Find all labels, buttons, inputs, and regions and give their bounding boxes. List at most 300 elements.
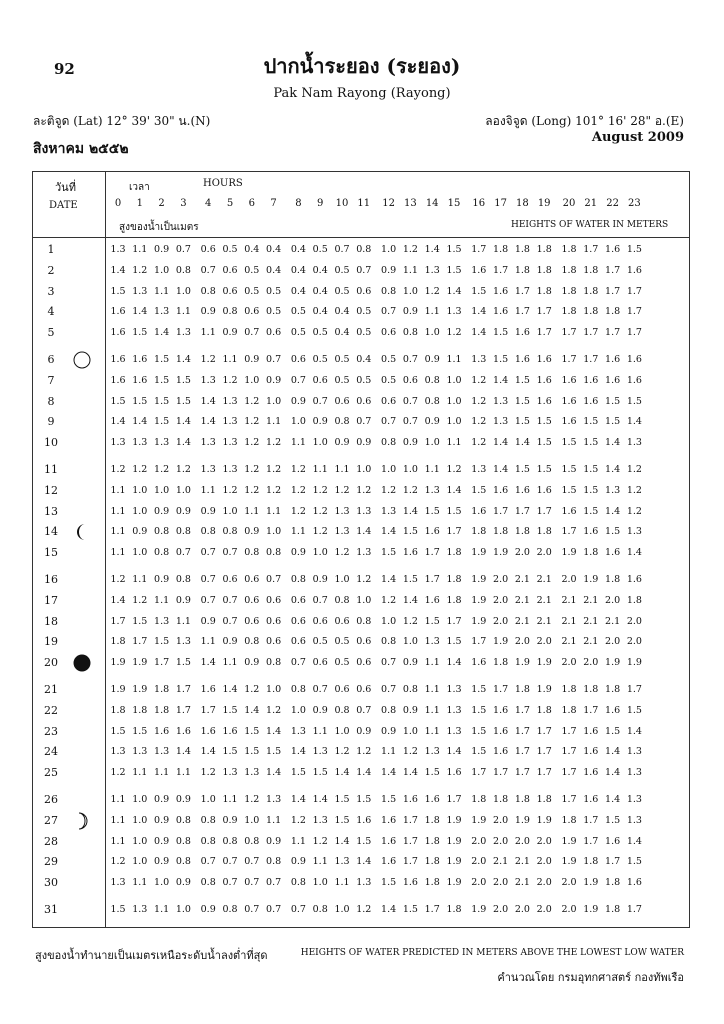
tide-height-cell: 1.9 bbox=[471, 814, 487, 826]
tide-height-cell: 0.8 bbox=[402, 684, 418, 695]
tide-height-cell: 1.7 bbox=[402, 856, 418, 868]
hour-label: 7 bbox=[270, 198, 277, 209]
tide-height-cell: 1.2 bbox=[312, 505, 328, 517]
tide-height-cell: 1.1 bbox=[175, 615, 191, 627]
tide-height-cell: 1.6 bbox=[110, 327, 126, 339]
tide-height-cell: 1.3 bbox=[110, 877, 126, 889]
tide-height-cell: 0.8 bbox=[381, 636, 397, 648]
tide-height-cell: 0.8 bbox=[424, 395, 440, 407]
tide-height-cell: 0.8 bbox=[200, 877, 216, 889]
tide-height-cell: 1.2 bbox=[110, 767, 126, 779]
tide-height-cell: 1.0 bbox=[132, 547, 148, 559]
tide-height-cell: 0.8 bbox=[424, 374, 440, 386]
tide-height-cell: 1.8 bbox=[561, 244, 577, 255]
tide-height-cell: 0.8 bbox=[244, 636, 260, 648]
tide-height-cell: 2.0 bbox=[626, 615, 642, 627]
tide-height-cell: 1.6 bbox=[381, 835, 397, 847]
tide-height-cell: 1.5 bbox=[626, 395, 642, 407]
day-number: 28 bbox=[44, 834, 58, 848]
tide-height-cell: 1.8 bbox=[561, 264, 577, 276]
tide-height-cell: 1.3 bbox=[154, 306, 170, 318]
day-number: 12 bbox=[44, 483, 58, 497]
tide-height-cell: 1.5 bbox=[132, 615, 148, 627]
tide-height-cell: 0.8 bbox=[175, 814, 191, 826]
tide-height-cell: 1.4 bbox=[605, 794, 621, 805]
tide-height-cell: 1.5 bbox=[154, 416, 170, 428]
tide-height-cell: 0.7 bbox=[244, 877, 260, 889]
tide-height-cell: 1.7 bbox=[200, 704, 216, 716]
tide-height-cell: 1.2 bbox=[290, 484, 306, 496]
tide-height-cell: 1.1 bbox=[424, 725, 440, 737]
tide-height-cell: 0.7 bbox=[266, 574, 282, 585]
hour-label: 22 bbox=[606, 198, 619, 209]
tide-height-cell: 0.8 bbox=[175, 835, 191, 847]
tide-height-cell: 1.6 bbox=[424, 526, 440, 538]
tide-height-cell: 1.9 bbox=[132, 657, 148, 669]
tide-height-cell: 0.7 bbox=[266, 354, 282, 365]
tide-height-cell: 1.7 bbox=[536, 746, 552, 758]
tide-height-cell: 1.1 bbox=[312, 464, 328, 475]
tide-height-cell: 0.9 bbox=[290, 395, 306, 407]
tide-table bbox=[32, 171, 690, 928]
tide-height-cell: 0.9 bbox=[154, 574, 170, 585]
tide-height-cell: 1.0 bbox=[334, 904, 350, 915]
tide-height-cell: 0.9 bbox=[402, 704, 418, 716]
tide-height-cell: 1.2 bbox=[402, 615, 418, 627]
tide-height-cell: 0.6 bbox=[244, 306, 260, 318]
tide-height-cell: 1.3 bbox=[356, 877, 372, 889]
tide-height-cell: 1.5 bbox=[154, 374, 170, 386]
tide-height-cell: 0.6 bbox=[222, 285, 238, 297]
hour-label: 13 bbox=[404, 198, 417, 209]
tide-height-cell: 1.6 bbox=[154, 725, 170, 737]
tide-height-cell: 1.7 bbox=[175, 704, 191, 716]
tide-height-cell: 0.7 bbox=[244, 856, 260, 868]
tide-height-cell: 1.8 bbox=[605, 574, 621, 585]
tide-height-cell: 0.8 bbox=[200, 526, 216, 538]
tide-height-cell: 0.7 bbox=[222, 547, 238, 559]
tide-height-cell: 1.5 bbox=[356, 794, 372, 805]
day-number: 22 bbox=[44, 703, 58, 717]
tide-height-cell: 1.5 bbox=[536, 464, 552, 475]
tide-height-cell: 1.0 bbox=[244, 814, 260, 826]
tide-height-cell: 1.3 bbox=[200, 464, 216, 475]
tide-height-cell: 1.8 bbox=[493, 794, 509, 805]
tide-height-cell: 1.0 bbox=[244, 374, 260, 386]
tide-height-cell: 1.4 bbox=[200, 416, 216, 428]
tide-height-cell: 1.1 bbox=[266, 505, 282, 517]
tide-height-cell: 1.4 bbox=[514, 437, 530, 449]
tide-height-cell: 0.8 bbox=[334, 416, 350, 428]
tide-height-cell: 1.8 bbox=[605, 684, 621, 695]
tide-height-cell: 1.4 bbox=[132, 306, 148, 318]
tide-height-cell: 0.7 bbox=[312, 684, 328, 695]
tide-height-cell: 1.5 bbox=[154, 395, 170, 407]
tide-height-cell: 0.6 bbox=[402, 374, 418, 386]
tide-height-cell: 1.2 bbox=[132, 264, 148, 276]
tide-height-cell: 2.0 bbox=[471, 856, 487, 868]
tide-height-cell: 1.1 bbox=[132, 574, 148, 585]
tide-height-cell: 0.6 bbox=[266, 327, 282, 339]
tide-height-cell: 1.0 bbox=[266, 395, 282, 407]
hour-label: 11 bbox=[357, 198, 371, 209]
tide-height-cell: 1.7 bbox=[424, 547, 440, 559]
tide-height-cell: 1.6 bbox=[402, 547, 418, 559]
tide-height-cell: 0.6 bbox=[312, 615, 328, 627]
hour-label: 14 bbox=[425, 198, 439, 209]
tide-height-cell: 1.3 bbox=[626, 794, 642, 805]
tide-height-cell: 1.3 bbox=[626, 437, 642, 449]
tide-height-cell: 1.1 bbox=[200, 484, 216, 496]
tide-height-cell: 1.4 bbox=[381, 904, 397, 915]
tide-height-cell: 0.5 bbox=[290, 306, 306, 318]
tide-height-cell: 1.8 bbox=[514, 244, 530, 255]
tide-height-cell: 1.0 bbox=[290, 416, 306, 428]
table-row bbox=[33, 282, 689, 302]
tide-height-cell: 0.8 bbox=[175, 264, 191, 276]
tide-height-cell: 1.6 bbox=[493, 484, 509, 496]
tide-height-cell: 1.6 bbox=[424, 794, 440, 805]
tide-height-cell: 1.6 bbox=[626, 374, 642, 386]
tide-height-cell: 2.0 bbox=[493, 814, 509, 826]
tide-height-cell: 0.4 bbox=[266, 264, 282, 276]
tide-height-cell: 1.6 bbox=[110, 374, 126, 386]
tide-height-cell: 0.9 bbox=[244, 354, 260, 365]
tide-height-cell: 1.6 bbox=[446, 767, 462, 779]
tide-height-cell: 1.7 bbox=[536, 505, 552, 517]
tide-height-cell: 1.5 bbox=[402, 904, 418, 915]
tide-height-cell: 0.6 bbox=[266, 615, 282, 627]
tide-height-cell: 1.9 bbox=[561, 856, 577, 868]
day-number: 30 bbox=[44, 876, 58, 890]
tide-height-cell: 1.5 bbox=[583, 505, 599, 517]
tide-height-cell: 1.3 bbox=[110, 437, 126, 449]
tide-height-cell: 1.2 bbox=[446, 327, 462, 339]
tide-height-cell: 1.7 bbox=[175, 684, 191, 695]
tide-height-cell: 1.4 bbox=[424, 244, 440, 255]
tide-height-cell: 1.8 bbox=[605, 877, 621, 889]
day-number: 3 bbox=[47, 284, 55, 298]
tide-height-cell: 0.4 bbox=[312, 306, 328, 318]
tide-height-cell: 0.8 bbox=[222, 835, 238, 847]
tide-height-cell: 1.3 bbox=[222, 767, 238, 779]
tide-height-cell: 1.8 bbox=[583, 264, 599, 276]
tide-height-cell: 0.9 bbox=[154, 794, 170, 805]
tide-height-cell: 1.9 bbox=[583, 877, 599, 889]
tide-height-cell: 0.7 bbox=[290, 904, 306, 915]
hour-label: 23 bbox=[628, 198, 641, 209]
tide-height-cell: 1.0 bbox=[402, 285, 418, 297]
tide-height-cell: 0.7 bbox=[381, 684, 397, 695]
tide-height-cell: 0.7 bbox=[222, 615, 238, 627]
tide-height-cell: 0.5 bbox=[381, 374, 397, 386]
tide-height-cell: 1.1 bbox=[312, 725, 328, 737]
tide-height-cell: 1.9 bbox=[471, 615, 487, 627]
tide-height-cell: 1.3 bbox=[626, 746, 642, 758]
table-row bbox=[33, 653, 689, 673]
tide-height-cell: 1.1 bbox=[446, 437, 462, 449]
day-number: 31 bbox=[44, 903, 58, 916]
tide-height-cell: 1.5 bbox=[605, 416, 621, 428]
hour-label: 0 bbox=[114, 198, 122, 209]
tide-height-cell: 1.8 bbox=[561, 306, 577, 318]
hour-label: 10 bbox=[335, 198, 349, 209]
table-row bbox=[33, 701, 689, 721]
tide-height-cell: 0.6 bbox=[356, 684, 372, 695]
tide-height-cell: 1.4 bbox=[312, 794, 328, 805]
table-row bbox=[33, 522, 689, 542]
tide-height-cell: 1.7 bbox=[626, 285, 642, 297]
tide-height-cell: 1.9 bbox=[605, 657, 621, 669]
day-number: 19 bbox=[44, 635, 58, 649]
tide-height-cell: 1.2 bbox=[200, 767, 216, 779]
tide-height-cell: 1.2 bbox=[402, 244, 418, 255]
tide-height-cell: 0.6 bbox=[222, 574, 238, 585]
tide-height-cell: 0.7 bbox=[222, 856, 238, 868]
tide-height-cell: 1.0 bbox=[381, 244, 397, 255]
tide-height-cell: 2.1 bbox=[514, 574, 530, 585]
tide-height-cell: 1.6 bbox=[605, 835, 621, 847]
tide-height-cell: 0.7 bbox=[356, 264, 372, 276]
tide-height-cell: 1.4 bbox=[626, 416, 642, 428]
day-number: 10 bbox=[44, 436, 58, 450]
tide-height-cell: 1.7 bbox=[605, 856, 621, 868]
tide-height-cell: 1.3 bbox=[200, 374, 216, 386]
tide-height-cell: 1.3 bbox=[222, 464, 238, 475]
tide-height-cell: 0.8 bbox=[244, 547, 260, 559]
tide-height-cell: 1.3 bbox=[446, 704, 462, 716]
tide-height-cell: 1.8 bbox=[583, 547, 599, 559]
tide-height-cell: 0.8 bbox=[154, 547, 170, 559]
tide-height-cell: 1.9 bbox=[514, 814, 530, 826]
table-row bbox=[33, 412, 689, 432]
tide-height-cell: 1.4 bbox=[493, 464, 509, 475]
table-row bbox=[33, 722, 689, 742]
tide-height-cell: 1.3 bbox=[626, 526, 642, 538]
tide-height-cell: 1.5 bbox=[424, 505, 440, 517]
tide-height-cell: 1.6 bbox=[356, 814, 372, 826]
tide-height-cell: 1.8 bbox=[536, 244, 552, 255]
tide-height-cell: 1.8 bbox=[583, 285, 599, 297]
tide-height-cell: 1.0 bbox=[132, 505, 148, 517]
tide-height-cell: 1.1 bbox=[154, 767, 170, 779]
tide-height-cell: 0.6 bbox=[222, 264, 238, 276]
tide-height-cell: 1.5 bbox=[132, 327, 148, 339]
tide-height-cell: 1.5 bbox=[290, 767, 306, 779]
tide-height-cell: 1.5 bbox=[605, 526, 621, 538]
day-number: 6 bbox=[47, 353, 55, 366]
tide-height-cell: 0.6 bbox=[334, 395, 350, 407]
tide-height-cell: 1.6 bbox=[605, 354, 621, 365]
tide-height-cell: 0.5 bbox=[356, 327, 372, 339]
tide-height-cell: 1.4 bbox=[132, 416, 148, 428]
table-row bbox=[33, 502, 689, 522]
tide-height-cell: 1.1 bbox=[402, 264, 418, 276]
tide-height-cell: 1.5 bbox=[514, 464, 530, 475]
tide-height-cell: 1.6 bbox=[132, 374, 148, 386]
tide-height-cell: 1.5 bbox=[561, 484, 577, 496]
tide-height-cell: 1.8 bbox=[110, 636, 126, 648]
tide-height-cell: 0.9 bbox=[402, 657, 418, 669]
tide-height-cell: 1.2 bbox=[626, 484, 642, 496]
tide-height-cell: 1.5 bbox=[583, 484, 599, 496]
tide-height-cell: 1.9 bbox=[110, 684, 126, 695]
tide-height-cell: 1.9 bbox=[583, 574, 599, 585]
header-day-english: DATE bbox=[49, 200, 78, 211]
tide-height-cell: 1.4 bbox=[266, 767, 282, 779]
tide-height-cell: 1.4 bbox=[626, 725, 642, 737]
tide-height-cell: 1.2 bbox=[381, 594, 397, 606]
header-height-english: HEIGHTS OF WATER IN METERS bbox=[511, 220, 669, 230]
tide-height-cell: 0.9 bbox=[154, 835, 170, 847]
tide-height-cell: 1.0 bbox=[356, 464, 372, 475]
tide-height-cell: 0.8 bbox=[200, 835, 216, 847]
tide-height-cell: 1.2 bbox=[290, 505, 306, 517]
table-row bbox=[33, 680, 689, 700]
tide-height-cell: 0.7 bbox=[266, 904, 282, 915]
tide-height-cell: 1.1 bbox=[381, 746, 397, 758]
tide-height-cell: 1.4 bbox=[605, 746, 621, 758]
tide-height-cell: 1.7 bbox=[471, 244, 487, 255]
tide-height-cell: 1.4 bbox=[493, 374, 509, 386]
month-thai: สิงหาคม ๒๕๕๒ bbox=[33, 141, 129, 157]
tide-height-cell: 1.9 bbox=[561, 547, 577, 559]
tide-height-cell: 0.7 bbox=[356, 704, 372, 716]
tide-height-cell: 0.5 bbox=[244, 264, 260, 276]
tide-height-cell: 1.9 bbox=[471, 547, 487, 559]
day-number: 8 bbox=[47, 394, 55, 408]
tide-height-cell: 1.8 bbox=[132, 704, 148, 716]
tide-height-cell: 1.7 bbox=[471, 767, 487, 779]
tide-height-cell: 1.6 bbox=[605, 547, 621, 559]
tide-height-cell: 1.2 bbox=[200, 354, 216, 365]
tide-height-cell: 1.6 bbox=[626, 574, 642, 585]
tide-height-cell: 0.7 bbox=[402, 416, 418, 428]
tide-height-cell: 1.3 bbox=[200, 437, 216, 449]
tide-height-cell: 1.8 bbox=[471, 526, 487, 538]
tide-height-cell: 1.2 bbox=[381, 484, 397, 496]
tide-height-cell: 1.3 bbox=[175, 327, 191, 339]
day-number: 20 bbox=[44, 656, 58, 670]
tide-height-cell: 1.8 bbox=[514, 264, 530, 276]
tide-height-cell: 1.5 bbox=[583, 464, 599, 475]
tide-height-cell: 0.9 bbox=[424, 354, 440, 365]
tide-height-cell: 0.6 bbox=[381, 395, 397, 407]
table-row bbox=[33, 612, 689, 632]
tide-height-cell: 0.4 bbox=[334, 327, 350, 339]
tide-height-cell: 1.4 bbox=[200, 746, 216, 758]
tide-height-cell: 1.5 bbox=[514, 416, 530, 428]
tide-height-cell: 1.4 bbox=[381, 767, 397, 779]
tide-height-cell: 1.8 bbox=[536, 794, 552, 805]
day-number: 1 bbox=[47, 243, 55, 256]
tide-height-cell: 1.4 bbox=[222, 684, 238, 695]
tide-height-cell: 0.8 bbox=[200, 814, 216, 826]
tide-height-cell: 1.4 bbox=[200, 657, 216, 669]
tide-height-cell: 1.1 bbox=[110, 547, 126, 559]
tide-height-cell: 1.3 bbox=[312, 814, 328, 826]
tide-height-cell: 1.2 bbox=[626, 505, 642, 517]
tide-height-cell: 1.2 bbox=[266, 484, 282, 496]
tide-height-cell: 1.2 bbox=[446, 464, 462, 475]
tide-height-cell: 1.9 bbox=[536, 657, 552, 669]
tide-height-cell: 2.0 bbox=[493, 574, 509, 585]
tide-height-cell: 1.4 bbox=[626, 835, 642, 847]
footer-computed-by: คำนวณโดย กรมอุทกศาสตร์ กองทัพเรือ bbox=[497, 971, 684, 984]
tide-height-cell: 1.2 bbox=[266, 437, 282, 449]
tide-height-cell: 1.5 bbox=[110, 904, 126, 915]
tide-height-cell: 0.5 bbox=[356, 374, 372, 386]
tide-height-cell: 2.0 bbox=[561, 574, 577, 585]
tide-height-cell: 0.4 bbox=[356, 354, 372, 365]
tide-height-cell: 0.9 bbox=[132, 526, 148, 538]
tide-height-cell: 0.9 bbox=[175, 505, 191, 517]
tide-height-cell: 1.7 bbox=[536, 327, 552, 339]
tide-height-cell: 2.1 bbox=[514, 856, 530, 868]
tide-height-cell: 1.0 bbox=[381, 615, 397, 627]
tide-height-cell: 2.0 bbox=[536, 904, 552, 915]
tide-height-cell: 1.6 bbox=[561, 416, 577, 428]
tide-height-cell: 2.0 bbox=[583, 657, 599, 669]
tide-height-cell: 0.7 bbox=[244, 904, 260, 915]
tide-height-cell: 1.2 bbox=[110, 856, 126, 868]
tide-height-cell: 1.9 bbox=[446, 835, 462, 847]
tide-height-cell: 0.9 bbox=[154, 814, 170, 826]
header-divider bbox=[33, 237, 689, 238]
tide-height-cell: 1.1 bbox=[110, 484, 126, 496]
tide-height-cell: 1.3 bbox=[110, 244, 126, 255]
tide-height-cell: 2.0 bbox=[536, 547, 552, 559]
tide-height-cell: 2.0 bbox=[514, 547, 530, 559]
tide-height-cell: 1.0 bbox=[424, 437, 440, 449]
tide-height-cell: 0.8 bbox=[290, 877, 306, 889]
tide-height-cell: 0.7 bbox=[200, 264, 216, 276]
tide-height-cell: 0.6 bbox=[290, 636, 306, 648]
header-hours-english: HOURS bbox=[203, 178, 243, 189]
tide-height-cell: 1.9 bbox=[110, 657, 126, 669]
tide-height-cell: 1.5 bbox=[446, 244, 462, 255]
tide-height-cell: 1.5 bbox=[424, 615, 440, 627]
table-row bbox=[33, 632, 689, 652]
tide-height-cell: 0.5 bbox=[266, 306, 282, 318]
tide-height-cell: 1.1 bbox=[334, 877, 350, 889]
tide-height-cell: 0.6 bbox=[356, 285, 372, 297]
tide-height-cell: 1.2 bbox=[334, 547, 350, 559]
tide-height-cell: 2.1 bbox=[536, 574, 552, 585]
tide-height-cell: 0.5 bbox=[244, 285, 260, 297]
tide-height-cell: 1.3 bbox=[132, 437, 148, 449]
tide-height-cell: 1.7 bbox=[536, 725, 552, 737]
tide-height-cell: 1.6 bbox=[605, 704, 621, 716]
tide-height-cell: 0.8 bbox=[356, 244, 372, 255]
tide-height-cell: 1.2 bbox=[356, 746, 372, 758]
tide-height-cell: 0.8 bbox=[175, 526, 191, 538]
tide-height-cell: 0.7 bbox=[381, 416, 397, 428]
tide-height-cell: 1.2 bbox=[312, 835, 328, 847]
tide-height-cell: 1.0 bbox=[154, 484, 170, 496]
day-number: 24 bbox=[44, 745, 58, 759]
tide-height-cell: 1.2 bbox=[312, 526, 328, 538]
tide-height-cell: 0.8 bbox=[312, 904, 328, 915]
tide-height-cell: 1.6 bbox=[110, 354, 126, 365]
day-number: 23 bbox=[44, 724, 58, 738]
tide-height-cell: 1.5 bbox=[381, 547, 397, 559]
tide-height-cell: 1.3 bbox=[471, 354, 487, 365]
tide-height-cell: 1.5 bbox=[334, 814, 350, 826]
tide-height-cell: 1.1 bbox=[175, 767, 191, 779]
table-row bbox=[33, 481, 689, 501]
tide-height-cell: 1.5 bbox=[493, 327, 509, 339]
